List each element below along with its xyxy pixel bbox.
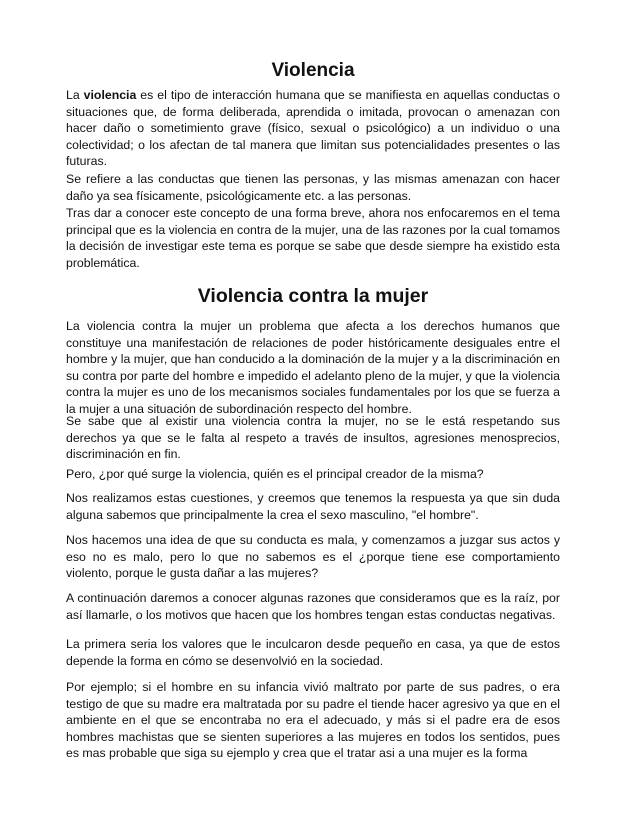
section-paragraph-4: Nos realizamos estas cuestiones, y creemos que tenemos la respuesta ya que sin duda alguna sabemos que principalmente la crea el sexo masculino, "el hombre". [66, 491, 560, 522]
paragraph-2: Se refiere a las conductas que tienen las personas, y las mismas amenazan con hacer daño ya sea físicamente, psicológicamente etc. a las personas. [66, 172, 560, 203]
section-paragraph-3: Pero, ¿por qué surge la violencia, quién es el principal creador de la misma? [66, 467, 484, 481]
intro-paragraph [66, 87, 560, 170]
section-paragraph-8: Por ejemplo; si el hombre en su infancia vivió maltrato por parte de sus padres, o era testigo de que su madre era maltratada por su padre el tiende hacer agresivo ya que en el ambiente en el que se encontraba no era el adecuado, y más si el padre era de esos hombres machistas que se sienten superiores a las mujeres en todos los sentidos, pues es mas probable que siga su ejemplo y crea que el tratar asi a una mujer es la forma [66, 680, 560, 761]
intro-lead: La [66, 88, 84, 102]
section-paragraph-1: La violencia contra la mujer un problema que afecta a los derechos humanos que constituye una manifestación de relaciones de poder históricamente desiguales entre el hombre y la mujer, que han conducido a la dominación de la mujer y a la discriminación en su contra por parte del hombre e impedido el adelanto pleno de la mujer, y que la violencia contra la mujer es uno de los mecanismos sociales fundamentales por los que se fuerza a la mujer a una situación de subordinación respecto del hombre. [66, 319, 560, 416]
section-paragraph-6: A continuación daremos a conocer algunas razones que consideramos que es la raíz, por así llamarle, o los motivos que hacen que los hombres tengan estas conductas negativas. [66, 591, 560, 622]
section-paragraph-5: Nos hacemos una idea de que su conducta es mala, y comenzamos a juzgar sus actos y eso no es malo, pero lo que no sabemos es el ¿porque tiene ese comportamiento violento, porque le gusta dañar a las mujeres? [66, 533, 560, 581]
intro-rest: es el tipo de interacción humana que se manifiesta en aquellas conductas o situaciones que, de forma deliberada, aprendida o imitada, provocan o amenazan con hacer daño o sometimiento grave (físico, sexual o psicológico) a un individuo o una colectividad; o los afectan de tal manera que limitan sus potencialidades presentes o las futuras. [66, 88, 560, 169]
paragraph-3: Tras dar a conocer este concepto de una forma breve, ahora nos enfocaremos en el tema principal que es la violencia en contra de la mujer, una de las razones por la cual tomamos la decisión de investigar este tema es porque se sabe que desde siempre ha existido esta problemática. [66, 206, 560, 270]
intro-bold-term: violencia [83, 88, 137, 102]
page-title: Violencia [271, 60, 355, 81]
section-paragraph-7: La primera seria los valores que le inculcaron desde pequeño en casa, ya que de estos depende la forma en cómo se desenvolvió en la sociedad. [66, 637, 560, 668]
section-paragraph-2: Se sabe que al existir una violencia contra la mujer, no se le está respetando sus derechos ya que se le falta al respeto a través de insultos, agresiones menosprecios, discriminación en fin. [66, 414, 560, 462]
section-heading: Violencia contra la mujer [197, 285, 429, 307]
